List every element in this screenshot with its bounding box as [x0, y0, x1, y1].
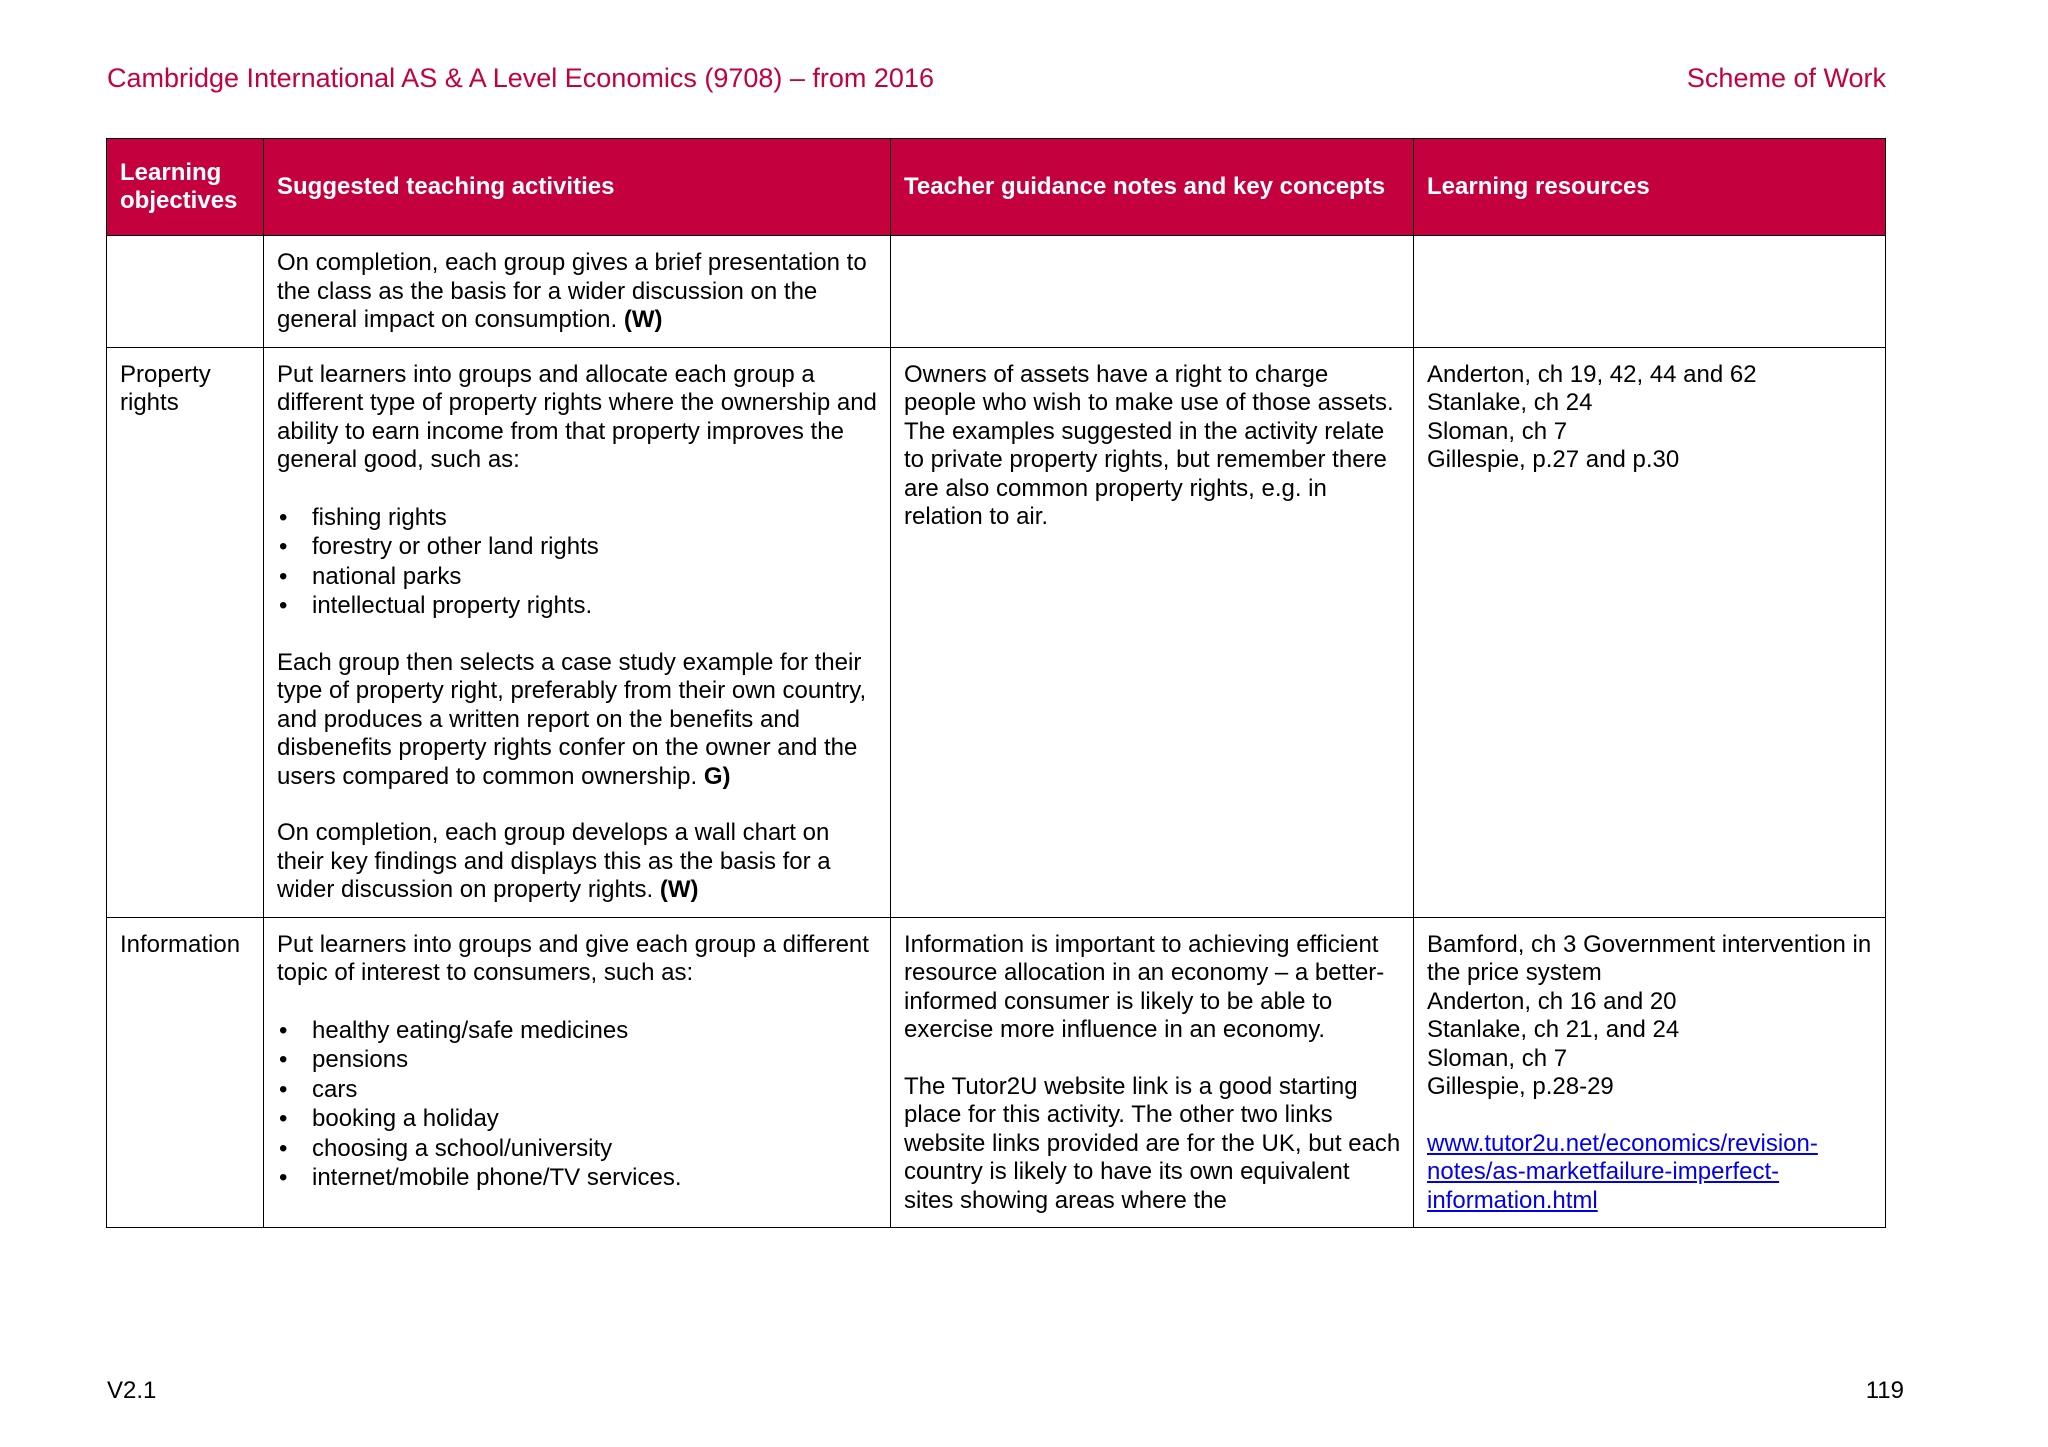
activity-tag: (W): [623, 306, 663, 333]
activity-cell: [264, 347, 891, 917]
list-item: • healthy eating/safe medicines: [277, 1016, 878, 1046]
resource-line: Sloman, ch 7: [1427, 1044, 1568, 1072]
activity-text: On completion, each group develops a wall chart on their key findings and displays this as the basis for a wider discussion on property rights.: [277, 819, 831, 903]
table-row: [107, 917, 1886, 1228]
resources-cell: [1414, 347, 1886, 917]
notes-cell: [891, 347, 1414, 917]
resource-line: Gillespie, p.27 and p.30: [1427, 446, 1680, 473]
header-suggested-activities: Suggested teaching activities: [264, 139, 891, 236]
table-row: [107, 236, 1886, 348]
resource-line: Sloman, ch 7: [1427, 417, 1568, 445]
notes-cell: [891, 236, 1414, 348]
resource-line: Bamford, ch 3 Government intervention in the price system: [1427, 930, 1872, 986]
document-title: Cambridge International AS & A Level Economics (9708) – from 2016: [107, 63, 934, 93]
table-row: [107, 347, 1886, 917]
list-item: • national parks: [277, 562, 878, 592]
notes-text: Owners of assets have a right to charge people who wish to make use of those assets. The examples suggested in the activity relate to private property rights, but remember there are also common property rights, e.g. in relation to air.: [904, 360, 1394, 530]
resource-line: Stanlake, ch 21, and 24: [1427, 1016, 1680, 1043]
resource-line: Anderton, ch 19, 42, 44 and 62: [1427, 360, 1757, 388]
objective-cell: Information: [107, 917, 264, 1228]
list-item: • internet/mobile phone/TV services.: [277, 1163, 878, 1193]
activity-text: Each group then selects a case study example for their type of property right, preferably from their own country, and produces a written report on the benefits and disbenefits property rights confer on the owner and the users compared to common ownership.: [277, 648, 867, 790]
activity-cell: [264, 236, 891, 348]
list-item: • forestry or other land rights: [277, 532, 878, 562]
resource-link[interactable]: www.tutor2u.net/economics/revision-notes/as-marketfailure-imperfect-information.html: [1427, 1129, 1818, 1214]
activity-cell: [264, 917, 891, 1228]
resource-line: Anderton, ch 16 and 20: [1427, 987, 1677, 1015]
footer-version: V2.1: [107, 1377, 157, 1404]
activity-bullet-list: [277, 503, 878, 621]
objective-cell: Property rights: [107, 347, 264, 917]
activity-bullet-list: [277, 1016, 878, 1193]
activity-text: On completion, each group gives a brief presentation to the class as the basis for a wider discussion on the general impact on consumption.: [277, 249, 867, 333]
page-number: 119: [1865, 1377, 1904, 1404]
notes-text: Information is important to achieving efficient resource allocation in an economy – a better-informed consumer is likely to be able to exercise more influence in an economy.: [904, 930, 1385, 1043]
list-item: • pensions: [277, 1045, 878, 1075]
header-learning-objectives: Learning objectives: [107, 139, 264, 236]
scheme-of-work-table: [106, 138, 1886, 1228]
notes-cell: [891, 917, 1414, 1228]
activity-intro: Put learners into groups and give each group a different topic of interest to consumers, such as:: [277, 930, 869, 986]
header-learning-resources: Learning resources: [1414, 139, 1886, 236]
resources-cell: [1414, 917, 1886, 1228]
activity-intro: Put learners into groups and allocate each group a different type of property rights where the ownership and ability to earn income from that property improves the general good, such as:: [277, 360, 877, 473]
resource-line: Stanlake, ch 24: [1427, 389, 1593, 416]
list-item: • booking a holiday: [277, 1104, 878, 1134]
table-header-row: [107, 139, 1886, 236]
document-section: Scheme of Work: [1686, 63, 1886, 93]
list-item: • intellectual property rights.: [277, 591, 878, 621]
header-teacher-notes: Teacher guidance notes and key concepts: [891, 139, 1414, 236]
resource-line: Gillespie, p.28-29: [1427, 1073, 1614, 1100]
activity-tag: G): [703, 762, 731, 790]
resources-cell: [1414, 236, 1886, 348]
list-item: • choosing a school/university: [277, 1134, 878, 1164]
list-item: • cars: [277, 1075, 878, 1105]
objective-cell: [107, 236, 264, 348]
list-item: • fishing rights: [277, 503, 878, 533]
activity-tag: (W): [659, 876, 699, 903]
notes-text: The Tutor2U website link is a good starting place for this activity. The other two links website links provided are for the UK, but each country is likely to have its own equivalent sites showing areas where the: [904, 1072, 1401, 1214]
